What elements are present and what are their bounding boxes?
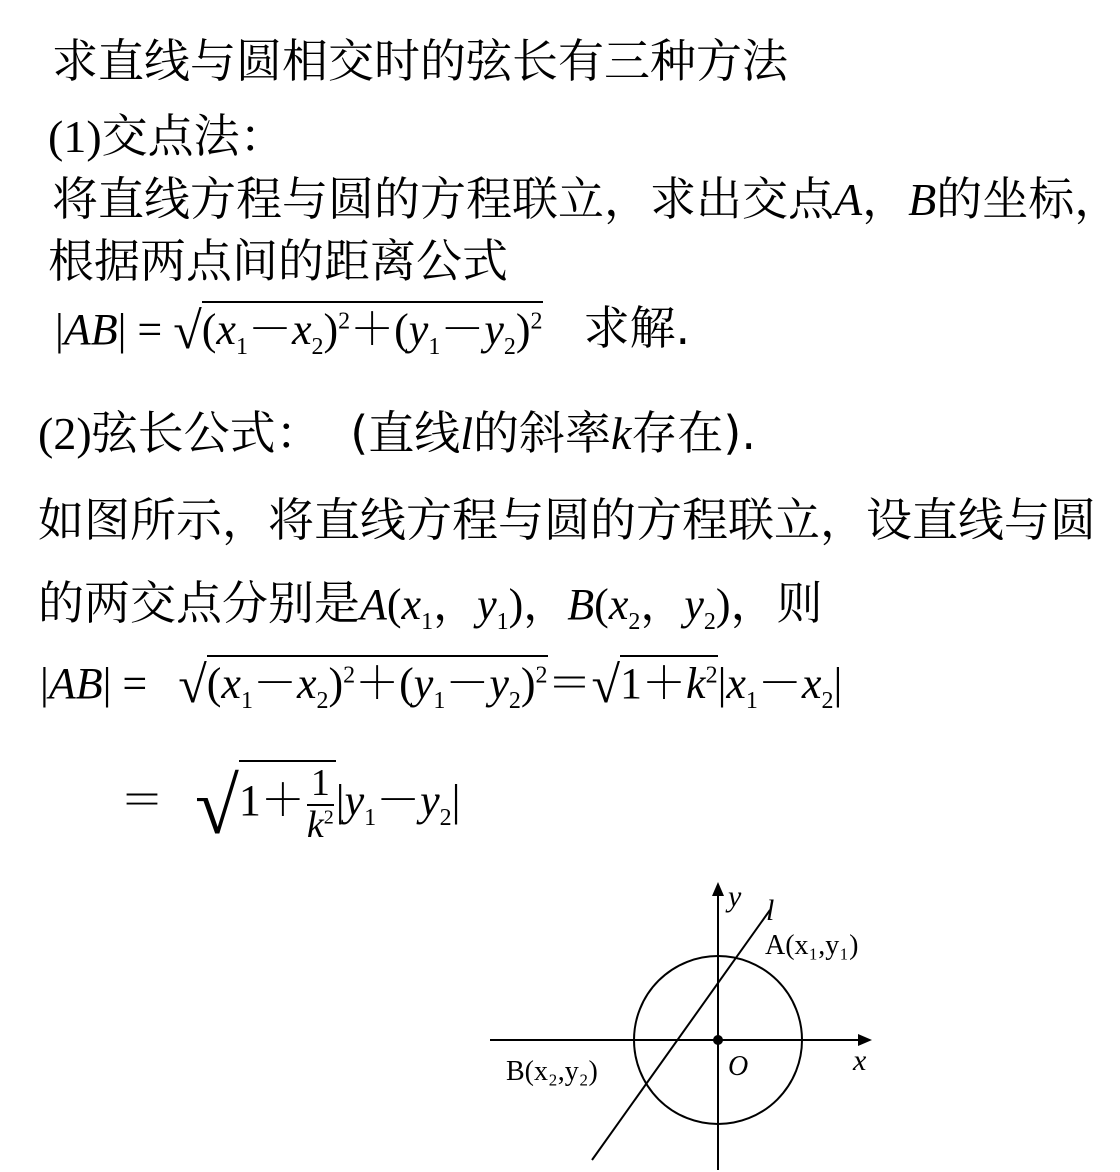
line-l bbox=[592, 910, 770, 1160]
method1-text-line1: 将直线方程与圆的方程联立，求出交点A，B的坐标， bbox=[52, 172, 1120, 226]
method2-heading: (2)弦长公式： (直线l的斜率k存在). bbox=[38, 406, 756, 460]
page-title: 求直线与圆相交时的弦长有三种方法 bbox=[52, 34, 788, 88]
origin-dot bbox=[713, 1035, 723, 1045]
circle-line-diagram bbox=[480, 870, 900, 1170]
distance-formula: $|AB| = √(x_1-x_2)^2+(y_1-y_2)^2$ 求解. bbox=[55, 301, 691, 360]
y-axis-arrow bbox=[712, 882, 724, 896]
method1-number: (1) bbox=[48, 111, 102, 162]
method2-para-line2: 的两交点分别是$A(x_1$，$y_1$)，$B(x_2$，$y_2$)，则 bbox=[38, 576, 823, 635]
method1-title: 交点法： bbox=[101, 109, 286, 163]
label-y: y bbox=[728, 880, 742, 913]
label-O: O bbox=[728, 1051, 749, 1082]
method2-para-line1: 如图所示，将直线方程与圆的方程联立，设直线与圆 bbox=[38, 493, 1096, 547]
label-x: x bbox=[853, 1044, 867, 1077]
label-B: B(x₂,y₂) bbox=[506, 1056, 598, 1087]
chord-formula-line1: $|AB| = √(x_1-x_2)^2+(y_1-y_2)^2=√1+k^2|x_1-x_2|$ bbox=[40, 657, 843, 714]
label-l: l bbox=[766, 894, 775, 927]
formula-tail: 求解. bbox=[583, 301, 691, 355]
method1-text-line2: 根据两点间的距离公式 bbox=[48, 234, 508, 288]
label-A: A(x₁,y₁) bbox=[765, 930, 859, 961]
method1-heading bbox=[48, 109, 286, 163]
chord-formula-line2: ＝ √1＋ $\frac{1}{k^2}$ $|y_1-y_2|$ bbox=[120, 762, 461, 851]
